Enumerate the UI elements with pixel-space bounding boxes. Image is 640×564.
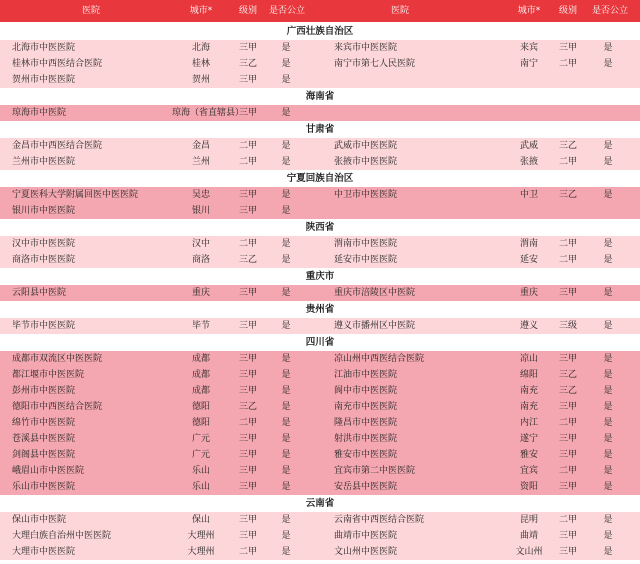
city-cell: 武威 <box>519 141 538 151</box>
city-cell: 金昌 <box>191 141 210 151</box>
hospital-name: 剑阁县中医医院 <box>12 450 76 460</box>
hospital-name: 武威市中医医院 <box>334 141 398 151</box>
public-cell: 是 <box>603 141 613 151</box>
city-cell: 雅安 <box>519 450 538 460</box>
city-cell: 德阳 <box>191 418 210 428</box>
city-cell: 银川 <box>191 206 210 216</box>
public-cell: 是 <box>603 43 613 53</box>
table-row <box>0 544 640 560</box>
hospital-name: 北海市中医医院 <box>12 43 76 53</box>
hospital-name: 雅安市中医医院 <box>334 450 398 460</box>
public-cell: 是 <box>281 402 291 412</box>
city-cell: 重庆 <box>191 288 210 298</box>
public-cell: 是 <box>603 288 613 298</box>
city-cell: 绵阳 <box>519 370 538 380</box>
level-cell: 三乙 <box>558 141 577 151</box>
public-cell: 是 <box>281 482 291 492</box>
level-cell: 二甲 <box>558 515 577 525</box>
level-cell: 三甲 <box>238 75 257 85</box>
public-cell: 是 <box>603 515 613 525</box>
city-cell: 成都 <box>191 354 210 364</box>
level-cell: 三甲 <box>238 450 257 460</box>
level-cell: 三乙 <box>238 402 257 412</box>
level-cell: 三甲 <box>558 450 577 460</box>
table-row <box>0 431 640 447</box>
city-cell: 商洛 <box>191 255 210 265</box>
public-cell: 是 <box>603 418 613 428</box>
table-row <box>0 138 640 154</box>
city-cell: 遵义 <box>519 321 538 331</box>
hospital-name: 汉中市中医医院 <box>12 239 76 249</box>
city-cell: 文山州 <box>515 547 543 557</box>
level-cell: 三乙 <box>238 255 257 265</box>
city-cell: 延安 <box>519 255 538 265</box>
public-cell: 是 <box>281 386 291 396</box>
hospital-name: 宁夏医科大学附属回医中医医院 <box>12 190 139 200</box>
public-cell: 是 <box>281 255 291 265</box>
city-cell: 南充 <box>519 402 538 412</box>
level-cell: 三甲 <box>558 288 577 298</box>
table-row <box>0 154 640 170</box>
city-cell: 桂林 <box>191 59 210 69</box>
public-cell: 是 <box>603 59 613 69</box>
hospital-name: 延安市中医医院 <box>334 255 398 265</box>
city-cell: 渭南 <box>519 239 538 249</box>
level-cell: 三级 <box>558 321 577 331</box>
hospital-name: 都江堰市中医医院 <box>12 370 85 380</box>
table-row <box>0 105 640 121</box>
level-cell: 三甲 <box>238 43 257 53</box>
public-cell: 是 <box>281 288 291 298</box>
header-level-left: 级别 <box>238 6 257 16</box>
level-cell: 二甲 <box>558 157 577 167</box>
city-cell: 兰州 <box>191 157 210 167</box>
public-cell: 是 <box>281 141 291 151</box>
public-cell: 是 <box>281 108 291 118</box>
region-heading: 重庆市 <box>0 269 640 285</box>
table-row <box>0 285 640 301</box>
hospital-name: 文山州中医医院 <box>334 547 398 557</box>
hospital-name: 重庆市涪陵区中医院 <box>334 288 416 298</box>
level-cell: 三乙 <box>558 370 577 380</box>
table-row <box>0 72 640 88</box>
public-cell: 是 <box>281 206 291 216</box>
level-cell: 三甲 <box>238 190 257 200</box>
level-cell: 三甲 <box>558 43 577 53</box>
level-cell: 三甲 <box>238 321 257 331</box>
public-cell: 是 <box>281 547 291 557</box>
hospital-name: 云南省中西医结合医院 <box>334 515 425 525</box>
city-cell: 内江 <box>519 418 538 428</box>
hospital-name: 商洛市中医医院 <box>12 255 76 265</box>
hospital-name: 保山市中医院 <box>12 515 67 525</box>
city-cell: 大理州 <box>187 547 215 557</box>
hospital-name: 金昌市中西医结合医院 <box>12 141 103 151</box>
table-row <box>0 367 640 383</box>
level-cell: 二甲 <box>238 157 257 167</box>
table-row <box>0 528 640 544</box>
city-cell: 成都 <box>191 370 210 380</box>
public-cell: 是 <box>603 321 613 331</box>
city-cell: 广元 <box>191 434 210 444</box>
level-cell: 三甲 <box>238 531 257 541</box>
header-hospital-left: 医院 <box>81 6 100 16</box>
hospital-name: 宜宾市第二中医医院 <box>334 466 416 476</box>
level-cell: 三甲 <box>238 386 257 396</box>
public-cell: 是 <box>603 531 613 541</box>
hospital-name: 安岳县中医医院 <box>334 482 398 492</box>
hospital-name: 江油市中医医院 <box>334 370 398 380</box>
header-city-left: 城市* <box>189 6 213 16</box>
level-cell: 三甲 <box>238 206 257 216</box>
table-row <box>0 399 640 415</box>
header-city-right: 城市* <box>517 6 541 16</box>
level-cell: 三甲 <box>558 547 577 557</box>
public-cell: 是 <box>603 370 613 380</box>
level-cell: 三甲 <box>238 434 257 444</box>
city-cell: 张掖 <box>519 157 538 167</box>
hospital-name: 兰州市中医医院 <box>12 157 76 167</box>
level-cell: 三甲 <box>238 482 257 492</box>
level-cell: 三乙 <box>558 190 577 200</box>
level-cell: 三甲 <box>558 402 577 412</box>
region-heading: 甘肃省 <box>0 122 640 138</box>
table-row <box>0 447 640 463</box>
table-row <box>0 203 640 219</box>
public-cell: 是 <box>281 157 291 167</box>
city-cell: 乐山 <box>191 482 210 492</box>
city-cell: 昆明 <box>519 515 538 525</box>
hospital-name: 成都市双流区中医医院 <box>12 354 103 364</box>
city-cell: 大理州 <box>187 531 215 541</box>
level-cell: 三甲 <box>238 288 257 298</box>
hospital-name: 乐山市中医医院 <box>12 482 76 492</box>
level-cell: 二甲 <box>238 418 257 428</box>
level-cell: 二甲 <box>558 466 577 476</box>
public-cell: 是 <box>603 547 613 557</box>
public-cell: 是 <box>603 239 613 249</box>
region-heading: 云南省 <box>0 496 640 512</box>
public-cell: 是 <box>281 354 291 364</box>
hospital-name: 大理白族自治州中医医院 <box>12 531 112 541</box>
public-cell: 是 <box>281 59 291 69</box>
public-cell: 是 <box>603 157 613 167</box>
hospital-name: 琼海市中医院 <box>12 108 67 118</box>
city-cell: 宜宾 <box>519 466 538 476</box>
city-cell: 乐山 <box>191 466 210 476</box>
city-cell: 凉山 <box>519 354 538 364</box>
level-cell: 三乙 <box>558 386 577 396</box>
hospital-name: 桂林市中西医结合医院 <box>12 59 103 69</box>
city-cell: 北海 <box>191 43 210 53</box>
level-cell: 三甲 <box>558 434 577 444</box>
hospital-name: 彭州市中医医院 <box>12 386 76 396</box>
region-heading: 广西壮族自治区 <box>0 24 640 40</box>
public-cell: 是 <box>281 434 291 444</box>
level-cell: 三乙 <box>238 59 257 69</box>
public-cell: 是 <box>281 75 291 85</box>
hospital-name: 云阳县中医院 <box>12 288 67 298</box>
region-heading: 贵州省 <box>0 302 640 318</box>
level-cell: 二甲 <box>558 418 577 428</box>
city-cell: 广元 <box>191 450 210 460</box>
table-row <box>0 383 640 399</box>
public-cell: 是 <box>281 418 291 428</box>
public-cell: 是 <box>603 466 613 476</box>
header-public-left: 是否公立 <box>268 6 305 16</box>
region-heading: 宁夏回族自治区 <box>0 171 640 187</box>
level-cell: 二甲 <box>238 239 257 249</box>
table-row <box>0 56 640 72</box>
hospital-name: 苍溪县中医医院 <box>12 434 76 444</box>
level-cell: 二甲 <box>238 547 257 557</box>
table-row <box>0 463 640 479</box>
table-row <box>0 479 640 495</box>
hospital-name: 南充市中医医院 <box>334 402 398 412</box>
public-cell: 是 <box>281 370 291 380</box>
header-level-right: 级别 <box>558 6 577 16</box>
level-cell: 三甲 <box>238 354 257 364</box>
level-cell: 三甲 <box>558 531 577 541</box>
public-cell: 是 <box>281 190 291 200</box>
city-cell: 德阳 <box>191 402 210 412</box>
city-cell: 成都 <box>191 386 210 396</box>
table-header <box>0 0 640 22</box>
table-row <box>0 351 640 367</box>
level-cell: 三甲 <box>238 370 257 380</box>
region-heading: 陕西省 <box>0 220 640 236</box>
hospital-name: 隆昌市中医医院 <box>334 418 398 428</box>
public-cell: 是 <box>603 482 613 492</box>
city-cell: 贺州 <box>191 75 210 85</box>
level-cell: 三甲 <box>238 515 257 525</box>
public-cell: 是 <box>281 466 291 476</box>
level-cell: 二甲 <box>238 141 257 151</box>
table-row <box>0 512 640 528</box>
hospital-name: 银川市中医医院 <box>12 206 76 216</box>
city-cell: 吴忠 <box>191 190 210 200</box>
hospital-name: 绵竹市中医医院 <box>12 418 76 428</box>
level-cell: 二甲 <box>558 255 577 265</box>
hospital-name: 中卫市中医医院 <box>334 190 398 200</box>
public-cell: 是 <box>281 515 291 525</box>
header-public-right: 是否公立 <box>591 6 628 16</box>
public-cell: 是 <box>281 239 291 249</box>
city-cell: 重庆 <box>519 288 538 298</box>
city-cell: 遂宁 <box>519 434 538 444</box>
city-cell: 中卫 <box>519 190 538 200</box>
hospital-name: 德阳市中西医结合医院 <box>12 402 103 412</box>
city-cell: 汉中 <box>191 239 210 249</box>
hospital-name: 射洪市中医医院 <box>334 434 398 444</box>
city-cell: 保山 <box>191 515 210 525</box>
public-cell: 是 <box>281 531 291 541</box>
header-hospital-right: 医院 <box>390 6 409 16</box>
hospital-name: 贺州市中医医院 <box>12 75 76 85</box>
hospital-name: 遵义市播州区中医院 <box>334 321 416 331</box>
hospital-name: 南宁市第七人民医院 <box>334 59 416 69</box>
level-cell: 三甲 <box>238 108 257 118</box>
public-cell: 是 <box>603 255 613 265</box>
table-row <box>0 252 640 268</box>
hospital-name: 毕节市中医医院 <box>12 321 76 331</box>
level-cell: 三甲 <box>558 482 577 492</box>
hospital-name: 张掖市中医医院 <box>334 157 398 167</box>
city-cell: 南宁 <box>519 59 538 69</box>
public-cell: 是 <box>603 434 613 444</box>
public-cell: 是 <box>281 450 291 460</box>
table-row <box>0 318 640 334</box>
level-cell: 二甲 <box>558 59 577 69</box>
city-cell: 曲靖 <box>519 531 538 541</box>
public-cell: 是 <box>603 402 613 412</box>
public-cell: 是 <box>281 43 291 53</box>
public-cell: 是 <box>603 386 613 396</box>
hospital-name: 来宾市中医医院 <box>334 43 398 53</box>
table-row <box>0 40 640 56</box>
public-cell: 是 <box>603 354 613 364</box>
level-cell: 三甲 <box>558 354 577 364</box>
hospital-name: 曲靖市中医医院 <box>334 531 398 541</box>
hospital-name: 峨眉山市中医医院 <box>12 466 85 476</box>
hospital-name: 凉山州中西医结合医院 <box>334 354 425 364</box>
public-cell: 是 <box>603 190 613 200</box>
level-cell: 二甲 <box>558 239 577 249</box>
public-cell: 是 <box>603 450 613 460</box>
table-row <box>0 187 640 203</box>
level-cell: 三甲 <box>238 466 257 476</box>
city-cell: 琼海（省直辖县） <box>172 108 245 118</box>
hospital-name: 渭南市中医医院 <box>334 239 398 249</box>
hospital-name: 阆中市中医医院 <box>334 386 398 396</box>
city-cell: 南充 <box>519 386 538 396</box>
table-row <box>0 415 640 431</box>
public-cell: 是 <box>281 321 291 331</box>
table-row <box>0 236 640 252</box>
city-cell: 毕节 <box>191 321 210 331</box>
region-heading: 四川省 <box>0 335 640 351</box>
city-cell: 资阳 <box>519 482 538 492</box>
region-heading: 海南省 <box>0 89 640 105</box>
hospital-name: 大理市中医医院 <box>12 547 76 557</box>
city-cell: 来宾 <box>519 43 538 53</box>
